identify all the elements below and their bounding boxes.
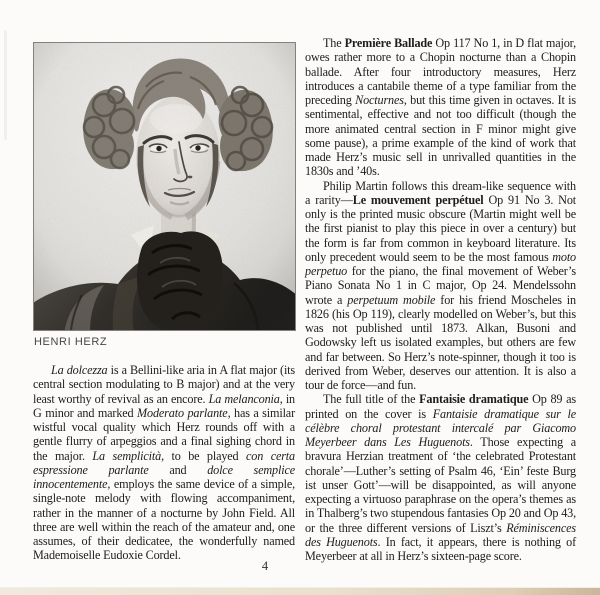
scan-artifact xyxy=(4,30,7,140)
page-number: 4 xyxy=(261,559,269,573)
herz-portrait-illustration xyxy=(34,43,295,330)
portrait-image xyxy=(33,42,296,331)
paragraph-mouvement-perpetuel: Philip Martin follows this dream-like sequence with a rarity—Le mouvement perpétuel Op 91 No 3. Not only is the printed music obscure (Martin might well be the first pianist to play this piece in over a century) but the form is far from common in keyboard literature. Its only precedent would seem to be the most famous moto perpetuo for the piano, the final movement of Weber’s Piano Sonata No 1 in C major, Op 24. Mendelssohn wrote a perpetuum mobile for his friend Moscheles in 1826 (his Op 119), clearly modelled on Weber’s, but this was not published until 1873. Alkan, Busoni and Godowsky left us isolated examples, but others are few and far between. So Herz’s note-spinner, though it too is derived from Weber, deserves our attention. It is also a tour de force—and fun. xyxy=(305,178,577,392)
page-bottom-edge xyxy=(0,587,600,595)
portrait-caption: HENRI HERZ xyxy=(34,336,108,348)
paragraph-premiere-ballade: The Première Ballade Op 117 No 1, in D flat major, owes rather more to a Chopin nocturne than a Chopin ballade. After four introductory measures, Herz introduces a cantabile theme of a type familiar from the preceding Nocturnes, but this time given in octaves. It is sentimental, effective and not too difficult (though the more animated central section in F minor might give some pause), a prime example of the kind of work that made Herz’s music sell in unrivalled quantities in the 1830s and ’40s. xyxy=(305,36,576,179)
paragraph-la-dolcezza: La dolcezza is a Bellini-like aria in A flat major (its central section modulating to B major) and at the very least worthy of revival as an encore. La melanconia, in G minor and marked Moderato parlante, has a similar wistful vocal quality which Herz rounds off with a gentle flurry of arpeggios and a final sighing chord in the major. La semplicità, to be played con certa espressione parlante and dolce semplice innocentemente, employs the same device of a simple, single-note melody with flowing accompaniment, rather in the manner of a nocturne by John Field. All three are well within the reach of the amateur and, one assumes, of their dedicatee, the wonderfully named Mademoiselle Eudoxie Cordel. xyxy=(33,363,296,563)
paragraph-fantaisie-dramatique: The full title of the Fantaisie dramatique Op 89 as printed on the cover is Fantaisie dramatique sur le célèbre choral protestant intercalé par Giacomo Meyerbeer dans Les Huguenots. Those expecting a bravura Herzian treatment of ‘the celebrated Protestant chorale’—Luther’s setting of Psalm 46, ‘Ein’ feste Burg ist unser Gott’—will be disappointed, as will anyone expecting a virtuoso paraphrase on the opera’s themes as in Thalberg’s two stupendous fantasies Op 20 and Op 43, or the three different versions of Liszt’s Réminiscences des Huguenots. In fact, it appears, there is nothing of Meyerbeer at all in Herz’s sixteen-page score. xyxy=(305,392,577,563)
right-column xyxy=(305,36,576,563)
left-column xyxy=(33,363,295,563)
